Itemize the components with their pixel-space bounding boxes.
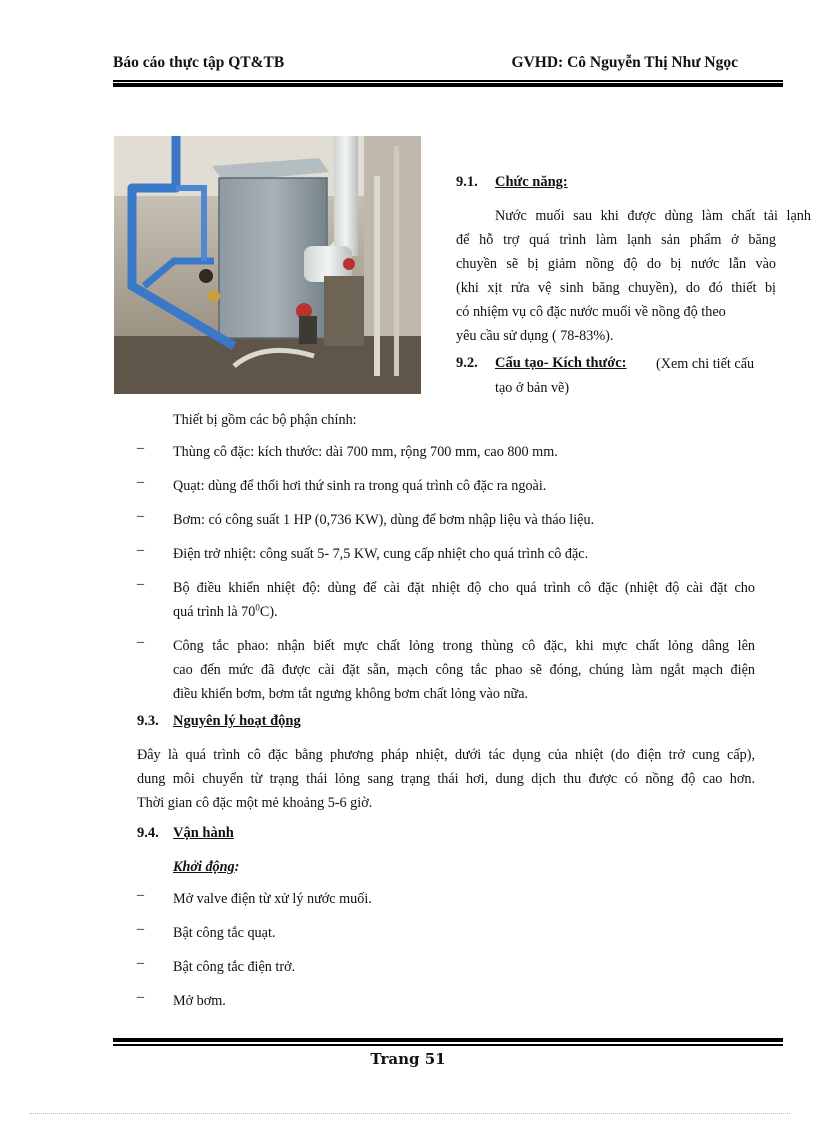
- bullet-dash: –: [137, 955, 145, 971]
- bullet-dash: –: [137, 474, 145, 490]
- section-9-1-title: Chức năng:: [495, 174, 568, 190]
- equipment-photo: [114, 136, 421, 394]
- bullet-dash: –: [137, 989, 145, 1005]
- section-9-2-note-line2: tạo ở bản vẽ): [495, 380, 570, 396]
- startup-heading: [173, 855, 239, 879]
- section-9-4-title: Vận hành: [173, 825, 234, 841]
- degree-superscript: 0: [255, 602, 260, 613]
- bullet-dash: –: [137, 542, 145, 558]
- s91-line-5: có nhiệm vụ cô đặc nước muối về nồng độ theo: [456, 304, 726, 320]
- header-right-instructor: GVHD: Cô Nguyễn Thị Như Ngọc: [511, 54, 738, 71]
- float-line-1: Công tắc phao: nhận biết mực chất lỏng trong thùng cô đặc, khi mực chất lỏng dâng lên: [173, 638, 755, 654]
- s91-line-1: Nước muối sau khi được dùng làm chất tải lạnh: [495, 208, 811, 224]
- controller-line-1: Bộ điều khiển nhiệt độ: dùng để cài đặt nhiệt độ cho quá trình cô đặc (nhiệt độ cài đặt cho: [173, 580, 755, 596]
- s91-line-3: chuyền sẽ bị giảm nồng độ do bị nước lẫn vào: [456, 256, 776, 272]
- bullet-dash: –: [137, 634, 145, 650]
- startup-heading-text: Khởi động: [173, 859, 235, 875]
- bullet-dash: –: [137, 508, 145, 524]
- component-item-pump: Bơm: có công suất 1 HP (0,736 KW), dùng để bơm nhập liệu và tháo liệu.: [173, 512, 595, 528]
- section-9-2-title: Cấu tạo- Kích thước:: [495, 355, 627, 371]
- page-number: Trang 51: [370, 1050, 446, 1068]
- controller-temp-text: quá trình là 70: [173, 604, 256, 620]
- section-9-3-number: 9.3.: [137, 713, 159, 729]
- component-item-fan: Quạt: dùng để thổi hơi thứ sinh ra trong quá trình cô đặc ra ngoài.: [173, 478, 547, 494]
- page-edge-divider: [30, 1113, 790, 1114]
- component-item-heater: Điện trở nhiệt: công suất 5- 7,5 KW, cung cấp nhiệt cho quá trình cô đặc.: [173, 546, 589, 562]
- s93-line-3: Thời gian cô đặc một mẻ khoảng 5-6 giờ.: [137, 795, 373, 811]
- controller-line-2: [173, 600, 755, 624]
- startup-step-fan: Bật công tắc quạt.: [173, 925, 276, 941]
- section-9-4-number: 9.4.: [137, 825, 159, 841]
- header-rule-thin: [113, 80, 783, 82]
- startup-heading-colon: :: [234, 859, 240, 875]
- startup-step-valve: Mở valve điện từ xử lý nước muối.: [173, 891, 372, 907]
- section-9-1-number: 9.1.: [456, 174, 478, 190]
- header-left-title: Báo cáo thực tập QT&TB: [113, 54, 285, 71]
- bullet-dash: –: [137, 576, 145, 592]
- float-line-2: cao đến mức đã được cài đặt sẵn, mạch công tắc phao sẽ đóng, chúng làm ngắt mạch điện: [173, 662, 755, 678]
- header-rule-thick: [113, 83, 783, 87]
- section-9-2-number: 9.2.: [456, 355, 478, 371]
- component-item-float-switch: [173, 634, 755, 706]
- bullet-dash: –: [137, 887, 145, 903]
- section-9-3-title: Nguyên lý hoạt động: [173, 713, 301, 729]
- bullet-dash: –: [137, 440, 145, 456]
- component-item-tank: Thùng cô đặc: kích thước: dài 700 mm, rộng 700 mm, cao 800 mm.: [173, 444, 558, 460]
- bullet-dash: –: [137, 921, 145, 937]
- footer-rule-thick: [113, 1038, 783, 1042]
- s93-line-1: Đây là quá trình cô đặc bằng phương pháp nhiệt, dưới tác dụng của nhiệt (do điện trở cung cấp),: [137, 747, 755, 763]
- s91-line-2: để hỗ trợ quá trình làm lạnh sản phẩm ở băng: [456, 232, 776, 248]
- s93-line-2: dung môi chuyển từ trạng thái lỏng sang trạng thái hơi, dung dịch thu được có nồng độ cao hơn.: [137, 771, 755, 787]
- float-line-3: điều khiển bơm, bơm tắt ngưng không bơm chất lỏng vào nữa.: [173, 686, 529, 702]
- component-item-controller: [173, 576, 755, 624]
- startup-step-heater: Bật công tắc điện trở.: [173, 959, 296, 975]
- s91-line-4: (khi xịt rửa vệ sinh băng chuyền), do đó thiết bị: [456, 280, 776, 296]
- controller-temp-unit: C).: [259, 604, 278, 620]
- section-9-2-note: (Xem chi tiết cấu: [656, 356, 755, 372]
- startup-step-pump: Mở bơm.: [173, 993, 226, 1009]
- components-intro: Thiết bị gồm các bộ phận chính:: [173, 412, 357, 428]
- s91-line-6: yêu cầu sử dụng ( 78-83%).: [456, 328, 614, 344]
- footer-rule-thin: [113, 1044, 783, 1046]
